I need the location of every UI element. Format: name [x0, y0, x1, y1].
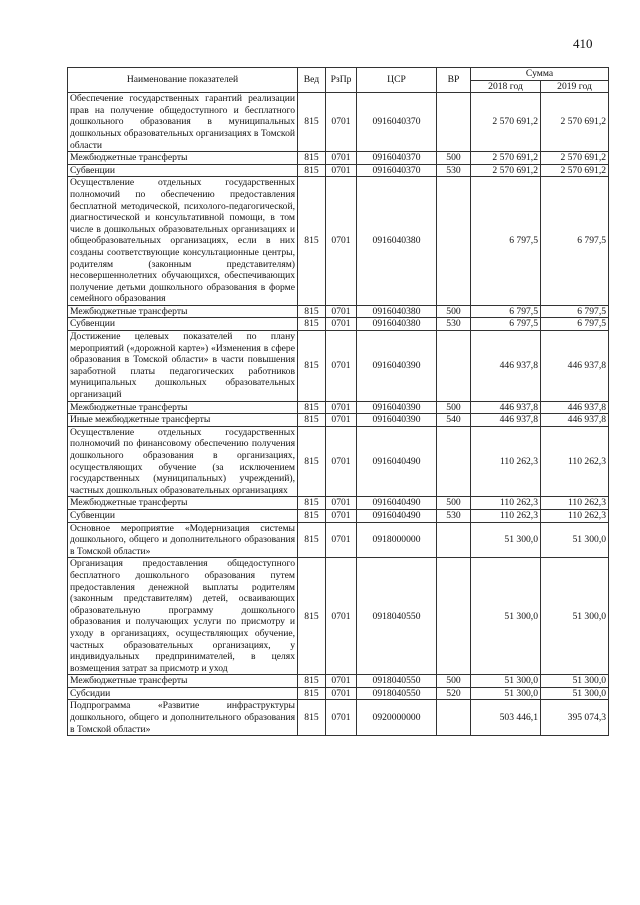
cell-y2018: 446 937,8: [471, 331, 541, 402]
cell-y2019: 6 797,5: [541, 318, 609, 331]
cell-name: Субвенции: [68, 509, 298, 522]
cell-csr: 0920000000: [357, 700, 437, 736]
cell-y2018: 51 300,0: [471, 687, 541, 700]
cell-vr: 530: [437, 318, 471, 331]
cell-csr: 0918000000: [357, 522, 437, 558]
cell-csr: 0918040550: [357, 687, 437, 700]
cell-y2018: 2 570 691,2: [471, 152, 541, 165]
cell-ved: 815: [298, 401, 326, 414]
table-row: [68, 509, 609, 522]
cell-csr: 0918040550: [357, 675, 437, 688]
cell-y2019: 6 797,5: [541, 177, 609, 306]
cell-rzpr: 0701: [326, 522, 357, 558]
cell-csr: 0916040390: [357, 331, 437, 402]
cell-name: Межбюджетные трансферты: [68, 305, 298, 318]
cell-rzpr: 0701: [326, 414, 357, 427]
table-row: [68, 522, 609, 558]
cell-y2018: 2 570 691,2: [471, 164, 541, 177]
cell-y2019: 446 937,8: [541, 331, 609, 402]
cell-name: Обеспечение государственных гарантий реализации прав на получение общедоступного и бесплатного дошкольного образования в муниципальных дошкольных образовательных организациях в Томской области: [68, 93, 298, 152]
header-sum: Сумма: [471, 68, 609, 81]
cell-rzpr: 0701: [326, 164, 357, 177]
cell-ved: 815: [298, 331, 326, 402]
table-row: [68, 426, 609, 497]
cell-y2019: 395 074,3: [541, 700, 609, 736]
cell-ved: 815: [298, 152, 326, 165]
table-row: [68, 414, 609, 427]
cell-y2018: 446 937,8: [471, 414, 541, 427]
cell-y2019: 110 262,3: [541, 426, 609, 497]
cell-y2019: 2 570 691,2: [541, 164, 609, 177]
cell-vr: [437, 522, 471, 558]
cell-vr: 540: [437, 414, 471, 427]
cell-rzpr: 0701: [326, 93, 357, 152]
table-row: [68, 687, 609, 700]
cell-y2019: 2 570 691,2: [541, 93, 609, 152]
cell-rzpr: 0701: [326, 509, 357, 522]
cell-csr: 0916040370: [357, 164, 437, 177]
cell-csr: 0916040390: [357, 414, 437, 427]
cell-ved: 815: [298, 318, 326, 331]
cell-y2018: 51 300,0: [471, 522, 541, 558]
cell-y2018: 51 300,0: [471, 558, 541, 675]
cell-name: Межбюджетные трансферты: [68, 675, 298, 688]
cell-vr: [437, 93, 471, 152]
cell-ved: 815: [298, 522, 326, 558]
cell-rzpr: 0701: [326, 675, 357, 688]
header-ved: Вед: [298, 68, 326, 93]
cell-vr: [437, 177, 471, 306]
table-row: [68, 675, 609, 688]
cell-rzpr: 0701: [326, 426, 357, 497]
cell-name: Основное мероприятие «Модернизация системы дошкольного, общего и дополнительного образования в Томской области»: [68, 522, 298, 558]
cell-name: Достижение целевых показателей по плану мероприятий («дорожной карте») «Изменения в сфере образования в Томской области» в части повышения заработной платы педагогических работников муниципальных дошкольных образовательных организаций: [68, 331, 298, 402]
cell-vr: 530: [437, 509, 471, 522]
cell-csr: 0916040380: [357, 177, 437, 306]
cell-csr: 0916040380: [357, 305, 437, 318]
cell-name: Субвенции: [68, 318, 298, 331]
cell-csr: 0916040490: [357, 509, 437, 522]
cell-y2018: 6 797,5: [471, 318, 541, 331]
cell-y2018: 110 262,3: [471, 497, 541, 510]
cell-y2019: 6 797,5: [541, 305, 609, 318]
cell-vr: 500: [437, 305, 471, 318]
cell-vr: 530: [437, 164, 471, 177]
cell-csr: 0916040490: [357, 497, 437, 510]
cell-vr: 500: [437, 401, 471, 414]
cell-y2018: 6 797,5: [471, 305, 541, 318]
cell-name: Субвенции: [68, 164, 298, 177]
cell-y2018: 503 446,1: [471, 700, 541, 736]
table-row: [68, 497, 609, 510]
cell-rzpr: 0701: [326, 558, 357, 675]
table-row: [68, 305, 609, 318]
header-name: Наименование показателей: [68, 68, 298, 93]
cell-name: Осуществление отдельных государственных полномочий по финансовому обеспечению получения дошкольного образования в организациях, осуществляющих обучение (за исключением государственных (муниципальных) учреждений), частных дошкольных образовательных организациях: [68, 426, 298, 497]
header-rzpr: РзПр: [326, 68, 357, 93]
table-row: [68, 700, 609, 736]
cell-name: Межбюджетные трансферты: [68, 401, 298, 414]
cell-vr: [437, 331, 471, 402]
header-year-2019: 2019 год: [541, 80, 609, 93]
cell-ved: 815: [298, 700, 326, 736]
cell-rzpr: 0701: [326, 331, 357, 402]
cell-ved: 815: [298, 305, 326, 318]
cell-csr: 0916040370: [357, 93, 437, 152]
cell-ved: 815: [298, 497, 326, 510]
cell-name: Субсидии: [68, 687, 298, 700]
cell-vr: [437, 558, 471, 675]
cell-y2018: 6 797,5: [471, 177, 541, 306]
table-body: [68, 93, 609, 736]
cell-vr: [437, 700, 471, 736]
cell-y2019: 51 300,0: [541, 522, 609, 558]
cell-y2018: 51 300,0: [471, 675, 541, 688]
cell-rzpr: 0701: [326, 687, 357, 700]
cell-vr: 520: [437, 687, 471, 700]
cell-vr: [437, 426, 471, 497]
cell-csr: 0918040550: [357, 558, 437, 675]
cell-rzpr: 0701: [326, 177, 357, 306]
table-row: [68, 177, 609, 306]
cell-ved: 815: [298, 509, 326, 522]
cell-y2019: 51 300,0: [541, 687, 609, 700]
cell-rzpr: 0701: [326, 318, 357, 331]
budget-table: [67, 67, 609, 736]
table-header: [68, 68, 609, 93]
cell-name: Осуществление отдельных государственных полномочий по обеспечению предоставления бесплатной методической, психолого-педагогической, диагностической и консультативной помощи, в том числе в дошкольных образовательных организациях и общеобразовательных организациях, если в них созданы соответствующие консультационные центры, родителям (законным представителям) несовершеннолетних обучающихся, обеспечивающих получение детьми дошкольного образования в форме семейного образования: [68, 177, 298, 306]
cell-y2018: 110 262,3: [471, 509, 541, 522]
cell-vr: 500: [437, 152, 471, 165]
cell-csr: 0916040390: [357, 401, 437, 414]
cell-vr: 500: [437, 497, 471, 510]
cell-name: Межбюджетные трансферты: [68, 152, 298, 165]
cell-y2018: 2 570 691,2: [471, 93, 541, 152]
cell-y2019: 51 300,0: [541, 558, 609, 675]
table-row: [68, 331, 609, 402]
cell-ved: 815: [298, 687, 326, 700]
table-row: [68, 401, 609, 414]
cell-rzpr: 0701: [326, 700, 357, 736]
cell-csr: 0916040490: [357, 426, 437, 497]
header-year-2018: 2018 год: [471, 80, 541, 93]
cell-ved: 815: [298, 93, 326, 152]
cell-rzpr: 0701: [326, 152, 357, 165]
cell-y2019: 446 937,8: [541, 414, 609, 427]
table-row: [68, 558, 609, 675]
cell-rzpr: 0701: [326, 497, 357, 510]
cell-y2019: 446 937,8: [541, 401, 609, 414]
header-vr: ВР: [437, 68, 471, 93]
cell-csr: 0916040370: [357, 152, 437, 165]
table-row: [68, 93, 609, 152]
cell-y2019: 110 262,3: [541, 497, 609, 510]
cell-rzpr: 0701: [326, 401, 357, 414]
cell-ved: 815: [298, 558, 326, 675]
cell-rzpr: 0701: [326, 305, 357, 318]
table-row: [68, 318, 609, 331]
page-number: 410: [573, 36, 593, 51]
cell-name: Иные межбюджетные трансферты: [68, 414, 298, 427]
cell-ved: 815: [298, 414, 326, 427]
cell-name: Организация предоставления общедоступного бесплатного дошкольного образования путем предоставления денежной выплаты родителям (законным представителям) детей, осваивающих образовательную программу дошкольного образования и получающих услуги по присмотру и уходу в организациях, осуществляющих обучение, частных образовательных организациях, у индивидуальных предпринимателей, в целях возмещения затрат за присмотр и уход: [68, 558, 298, 675]
cell-y2019: 2 570 691,2: [541, 152, 609, 165]
cell-csr: 0916040380: [357, 318, 437, 331]
cell-ved: 815: [298, 164, 326, 177]
cell-y2018: 110 262,3: [471, 426, 541, 497]
table-row: [68, 152, 609, 165]
cell-y2019: 51 300,0: [541, 675, 609, 688]
header-csr: ЦСР: [357, 68, 437, 93]
table-row: [68, 164, 609, 177]
cell-name: Подпрограмма «Развитие инфраструктуры дошкольного, общего и дополнительного образования в Томской области»: [68, 700, 298, 736]
cell-y2018: 446 937,8: [471, 401, 541, 414]
cell-ved: 815: [298, 177, 326, 306]
cell-ved: 815: [298, 675, 326, 688]
cell-name: Межбюджетные трансферты: [68, 497, 298, 510]
cell-y2019: 110 262,3: [541, 509, 609, 522]
cell-vr: 500: [437, 675, 471, 688]
cell-ved: 815: [298, 426, 326, 497]
